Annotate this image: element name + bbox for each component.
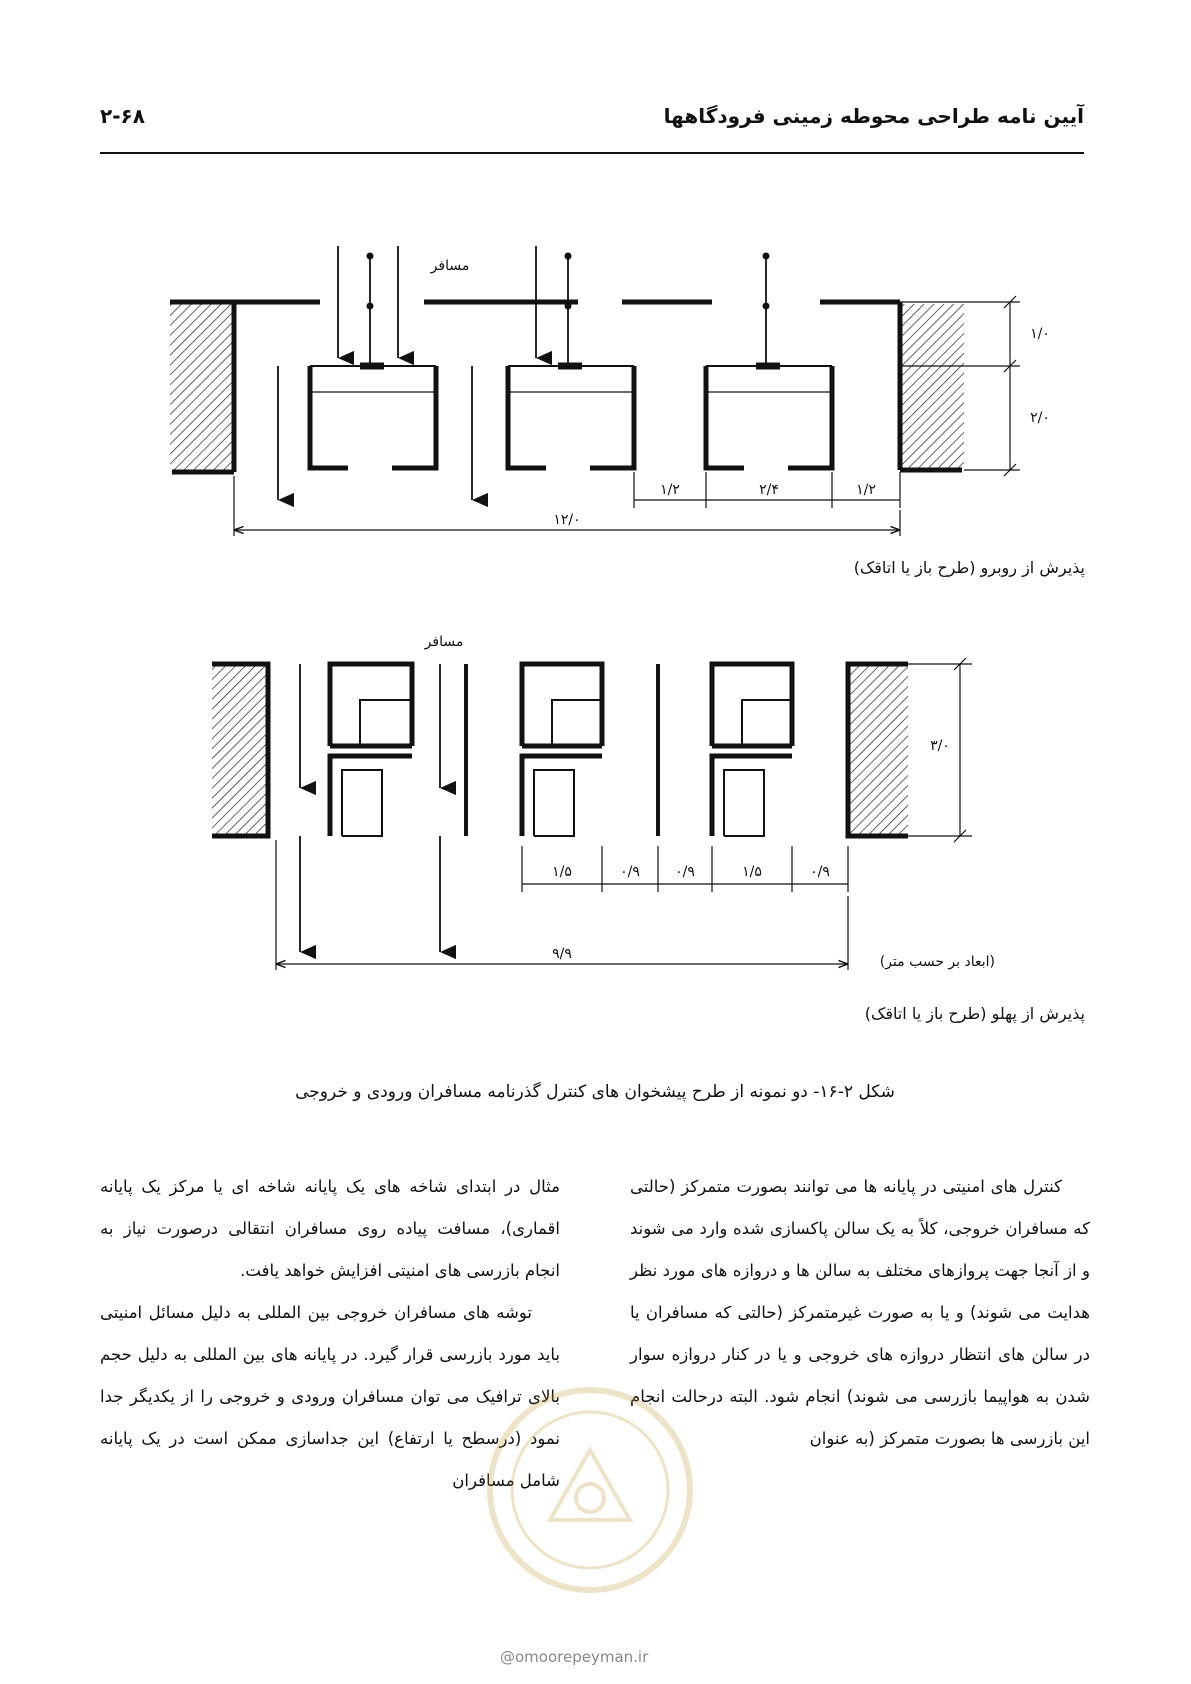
top-dim-upper: ۱/۰ — [1030, 326, 1050, 342]
paragraph: توشه های مسافران خروجی بین المللی به دلیل مسائل امنیتی باید مورد بازرسی قرار گیرد. در پایانه های بین المللی به دلیل حجم بالای ترافیک می توان مسافران ورودی و خروجی را از یکدیگر جدا نمود (درسطح یا ارتفاع) این جداسازی ممکن است در یک پایانه شامل مسافران — [100, 1303, 560, 1490]
top-dim-lower: ۲/۰ — [1030, 410, 1050, 426]
paragraph: کنترل های امنیتی در پایانه ها می توانند بصورت متمرکز (حالتی که مسافران خروجی، کلاً به یک سالن پاکسازی شده وارد می شوند و از آنجا جهت پروازهای مختلف به سالن ها و دروازه های مورد نظر هدایت می شوند) و یا به صورت غیرمتمرکز (حالتی که مسافران یا در سالن های انتظار دروازه های خروجی و یا در کنار دروازه سوار شدن به هواپیما بازرسی می شوند) انجام شود. البته درحالت انجام این بازرسی ها بصورت متمرکز (به عنوان — [630, 1177, 1090, 1448]
page-number: ۲-۶۸ — [100, 104, 145, 128]
booth-top-2 — [508, 366, 634, 468]
page-title: آیین نامه طراحی محوطه زمینی فرودگاهها — [663, 104, 1084, 128]
booth-side-2 — [522, 664, 602, 836]
top-dim-gap-1: ۱/۲ — [660, 482, 680, 498]
top-dim-gap-2: ۱/۲ — [856, 482, 876, 498]
left-wall-hatch-2 — [212, 664, 268, 834]
bottom-passenger-label: مسافر — [424, 634, 464, 650]
booth-top-1 — [310, 366, 436, 468]
top-dim-booth: ۲/۴ — [759, 482, 779, 498]
paragraph: مثال در ابتدای شاخه های یک پایانه شاخه ای یا مرکز یک پایانه اقماری)، مسافت پیاده روی مسافران انتقالی درصورت نیاز به انجام بازرسی های امنیتی افزایش خواهد یافت. — [100, 1177, 560, 1280]
bottom-dim-2: ۰/۹ — [675, 864, 695, 880]
bottom-dim-height: ۳/۰ — [930, 738, 950, 754]
top-passenger-label: مسافر — [430, 258, 470, 274]
bottom-dim-4: ۰/۹ — [810, 864, 830, 880]
right-wall-hatch-2 — [848, 664, 908, 834]
figure-caption: شکل ۲-۱۶- دو نمونه از طرح پیشخوان های کنترل گذرنامه مسافران ورودی و خروجی — [295, 1082, 895, 1102]
figure-top — [170, 246, 1020, 536]
bottom-dim-1: ۰/۹ — [620, 864, 640, 880]
units-note: (ابعاد بر حسب متر) — [879, 954, 995, 970]
caption-bottom-figure: پذیرش از پهلو (طرح باز یا اتاقک) — [864, 1004, 1085, 1023]
bottom-dim-total: ۹/۹ — [552, 946, 572, 962]
watermark-url: @omoorepeyman.ir — [500, 1648, 649, 1666]
passenger-flow-arrows-top — [278, 246, 766, 500]
passenger-flow-arrows-bottom — [300, 664, 440, 952]
right-wall-hatch — [900, 304, 964, 470]
bottom-dim-0: ۱/۵ — [552, 864, 572, 880]
watermark-seal-icon — [480, 1380, 700, 1600]
bottom-dim-3: ۱/۵ — [742, 864, 762, 880]
booth-top-3 — [706, 366, 832, 468]
booth-side-1 — [330, 664, 412, 836]
caption-top-figure: پذیرش از روبرو (طرح باز یا اتاقک) — [853, 558, 1085, 577]
booth-side-3 — [712, 664, 792, 836]
figure-bottom — [212, 658, 972, 970]
left-wall-hatch — [170, 304, 234, 472]
top-dim-total: ۱۲/۰ — [553, 512, 581, 528]
